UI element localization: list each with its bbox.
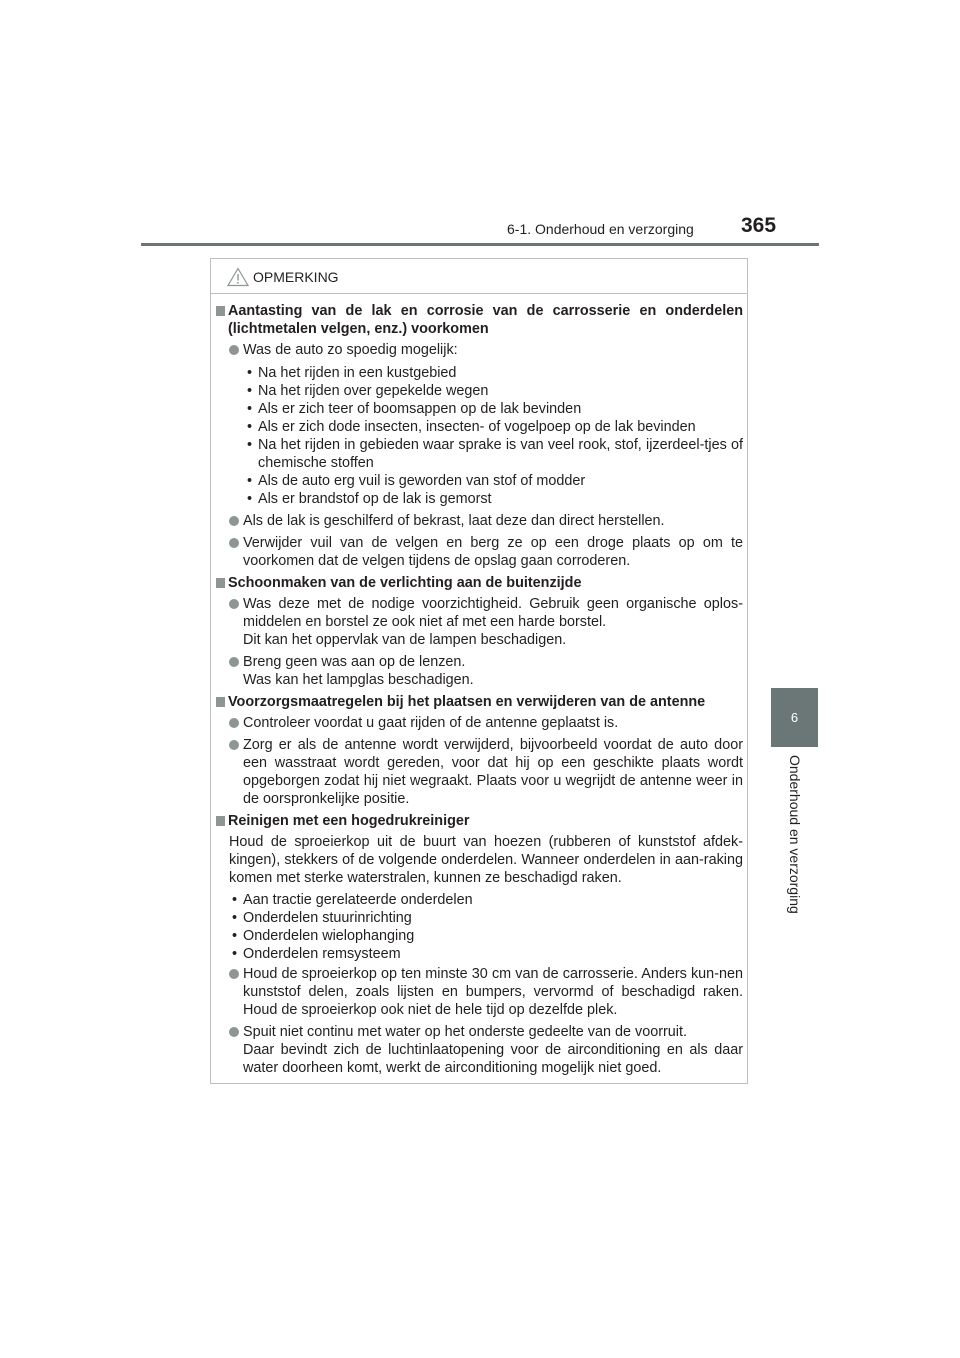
chapter-tab[interactable]: 6: [771, 688, 818, 747]
dash-item: [215, 418, 743, 436]
dash-item: [215, 891, 743, 909]
dash-item: [215, 909, 743, 927]
dash-item: [215, 436, 743, 472]
dash-item: [215, 927, 743, 945]
heading-square-icon: [216, 578, 225, 588]
dash-text: Onderdelen remsysteem: [243, 946, 401, 962]
bullet-dot-icon: [229, 718, 239, 728]
bullet-item: [215, 965, 743, 1019]
bullet-item: [215, 595, 743, 649]
dash-mark-icon: •: [247, 437, 253, 453]
bullet-text: Breng geen was aan op de lenzen.: [243, 654, 466, 670]
section-heading-paint-corrosion: [215, 302, 743, 338]
dash-text: Na het rijden in een kustgebied: [258, 365, 457, 381]
bullet-text: Houd de sproeierkop op ten minste 30 cm van de carrosserie. Anders kun-nen kunststof delen, zoals lijsten en bumpers, vervormd of beschadigd raken. Houd de sproeierkop ook niet de hele tijd op dezelfde plek.: [243, 966, 743, 1018]
bullet-text: Controleer voordat u gaat rijden of de antenne geplaatst is.: [243, 715, 619, 731]
dash-text: Als er zich teer of boomsappen op de lak bevinden: [258, 401, 582, 417]
section-paragraph: Houd de sproeierkop uit de buurt van hoezen (rubberen of kunststof afdek-kingen), stekkers of de volgende onderdelen. Wanneer onderdelen in aan-raking komen met sterke waterstralen, kunnen ze beschadigd raken.: [229, 834, 743, 886]
section-heading-exterior-lights: [215, 574, 743, 592]
dash-mark-icon: •: [232, 910, 238, 926]
bullet-dot-icon: [229, 969, 239, 979]
dash-mark-icon: •: [247, 473, 253, 489]
dash-item: [215, 400, 743, 418]
heading-text: Reinigen met een hogedrukreiniger: [228, 813, 470, 829]
section-heading-antenna: [215, 693, 743, 711]
dash-mark-icon: •: [247, 401, 253, 417]
dash-text: Onderdelen wielophanging: [243, 928, 415, 944]
dash-item: [215, 490, 743, 508]
bullet-text: Als de lak is geschilferd of bekrast, laat deze dan direct herstellen.: [243, 513, 665, 529]
bullet-dot-icon: [229, 1027, 239, 1037]
dash-text: Aan tractie gerelateerde onderdelen: [243, 892, 473, 908]
dash-mark-icon: •: [232, 892, 238, 908]
heading-square-icon: [216, 697, 225, 707]
bullet-text: Was de auto zo spoedig mogelijk:: [243, 342, 458, 358]
bullet-item: [215, 653, 743, 689]
bullet-item: [215, 714, 743, 732]
bullet-dot-icon: [229, 657, 239, 667]
bullet-text: Was kan het lampglas beschadigen.: [243, 672, 474, 688]
section-heading-pressure-washer: [215, 812, 743, 830]
notice-title: OPMERKING: [253, 269, 339, 285]
notice-divider: [211, 293, 747, 294]
notice-header: [227, 263, 339, 291]
bullet-text: Verwijder vuil van de velgen en berg ze op een droge plaats op om te voorkomen dat de velgen tijdens de opslag gaan corroderen.: [243, 535, 743, 569]
bullet-item: [215, 341, 743, 359]
dash-mark-icon: •: [232, 928, 238, 944]
bullet-text: Spuit niet continu met water op het onderste gedeelte van de voorruit.: [243, 1024, 687, 1040]
dash-text: Als er brandstof op de lak is gemorst: [258, 491, 492, 507]
dash-mark-icon: •: [232, 946, 238, 962]
heading-text: Schoonmaken van de verlichting aan de buitenzijde: [228, 575, 582, 591]
dash-text: Onderdelen stuurinrichting: [243, 910, 412, 926]
bullet-dot-icon: [229, 599, 239, 609]
header-section-title: 6-1. Onderhoud en verzorging: [507, 221, 694, 237]
dash-item: [215, 472, 743, 490]
dash-item: [215, 382, 743, 400]
heading-text: Aantasting van de lak en corrosie van de carrosserie en onderdelen (lichtmetalen velgen, enz.) voorkomen: [228, 303, 743, 337]
bullet-dot-icon: [229, 516, 239, 526]
chapter-side-label: Onderhoud en verzorging: [787, 755, 803, 914]
dash-text: Na het rijden over gepekelde wegen: [258, 383, 489, 399]
bullet-item: [215, 736, 743, 808]
dash-mark-icon: •: [247, 365, 253, 381]
bullet-dot-icon: [229, 740, 239, 750]
dash-item: [215, 945, 743, 963]
dash-item: [215, 364, 743, 382]
header-rule: [141, 243, 819, 246]
dash-text: Als de auto erg vuil is geworden van stof of modder: [258, 473, 586, 489]
dash-text: Als er zich dode insecten, insecten- of vogelpoep op de lak bevinden: [258, 419, 696, 435]
notice-content: [215, 302, 743, 1081]
bullet-text: Daar bevindt zich de luchtinlaatopening voor de airconditioning en als daar water doorheen komt, werkt de airconditioning mogelijk niet goed.: [243, 1042, 743, 1076]
warning-triangle-icon: [227, 267, 249, 287]
bullet-item: [215, 1023, 743, 1077]
bullet-text: Dit kan het oppervlak van de lampen beschadigen.: [243, 632, 567, 648]
bullet-dot-icon: [229, 345, 239, 355]
bullet-item: [215, 512, 743, 530]
bullet-text: Zorg er als de antenne wordt verwijderd, bijvoorbeeld voordat de auto door een wasstraat wordt gereden, voor dat hij op een geschikte plaats wordt opgeborgen zodat hij niet wegraakt. Plaats voor u wegrijdt de antenne weer in de oorspronkelijke positie.: [243, 737, 743, 807]
page-number: 365: [741, 214, 777, 237]
dash-mark-icon: •: [247, 383, 253, 399]
heading-square-icon: [216, 306, 225, 316]
notice-box: [210, 258, 748, 1084]
dash-mark-icon: •: [247, 491, 253, 507]
bullet-item: [215, 534, 743, 570]
bullet-text: Was deze met de nodige voorzichtigheid. Gebruik geen organische oplos-middelen en borstel ze ook niet af met een harde borstel.: [243, 596, 743, 630]
heading-text: Voorzorgsmaatregelen bij het plaatsen en verwijderen van de antenne: [228, 694, 706, 710]
heading-square-icon: [216, 816, 225, 826]
dash-text: Na het rijden in gebieden waar sprake is van veel rook, stof, ijzerdeel-tjes of chemische stoffen: [258, 437, 743, 471]
bullet-dot-icon: [229, 538, 239, 548]
dash-mark-icon: •: [247, 419, 253, 435]
